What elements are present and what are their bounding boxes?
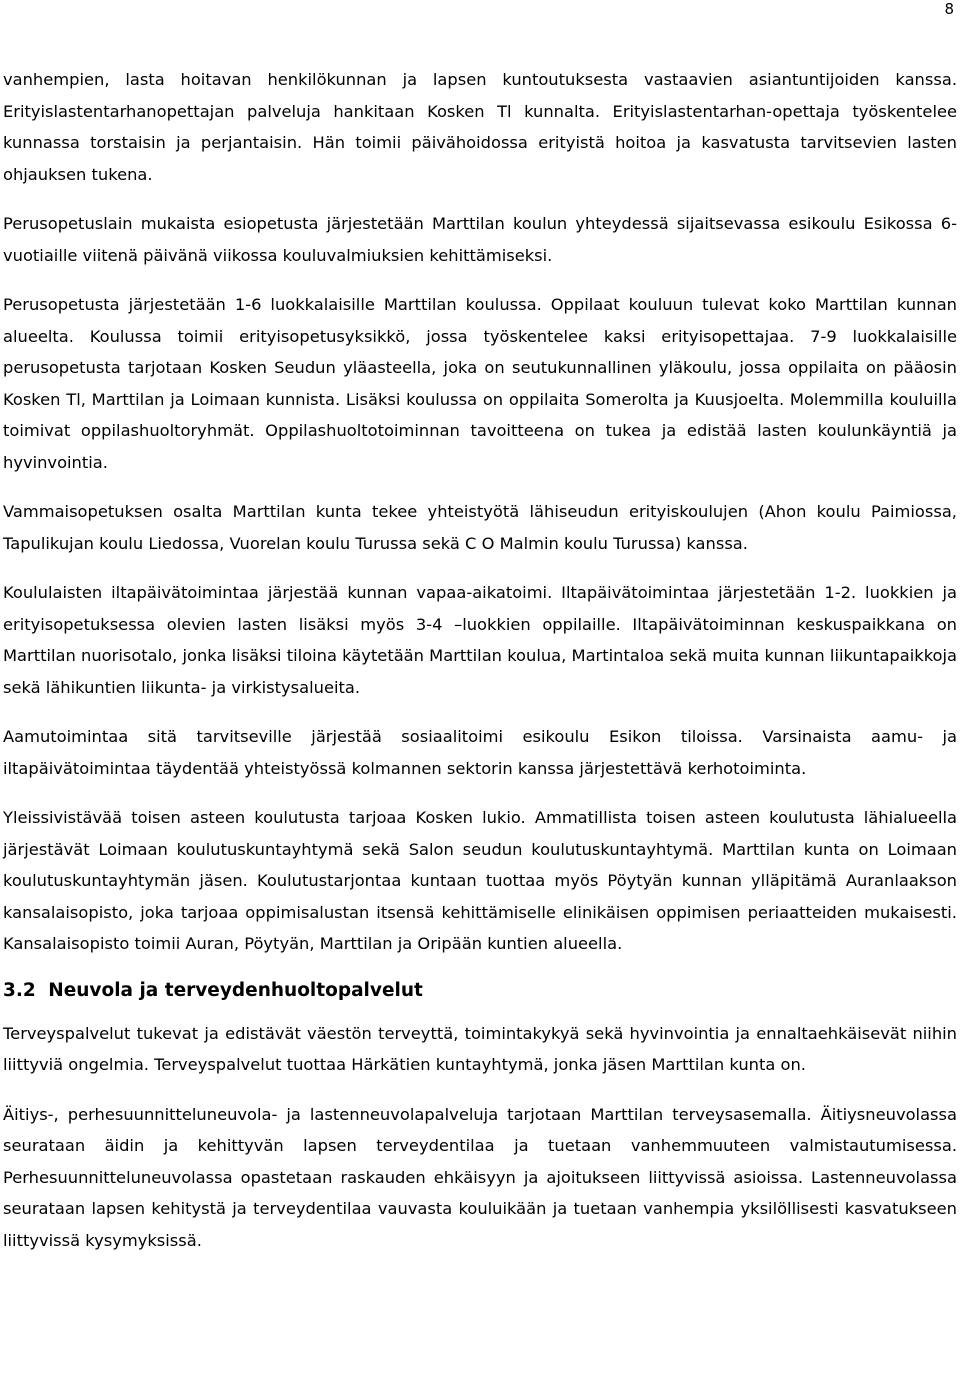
paragraph-perusopetus: Perusopetusta järjestetään 1-6 luokkalaisille Marttilan koulussa. Oppilaat kouluun tulevat koko Marttilan kunnan alueelta. Koulussa toimii erityisopetusyksikkö, jossa työskentelee kaksi erityisopettajaa. 7-9 luokkalaisille perusopetusta tarjotaan Kosken Seudun yläasteella, joka on seutukunnallinen yläkoulu, jossa oppilaita on pääosin Kosken Tl, Marttilan ja Loimaan kunnista. Lisäksi koulussa on oppilaita Somerolta ja Kuusjoelta. Molemmilla kouluilla toimivat oppilashuoltoryhmät. Oppilashuoltotoiminnan tavoitteena on tukea ja edistää lasten koulunkäyntiä ja hyvinvointia. — [3, 295, 957, 472]
section-heading — [3, 978, 957, 1004]
paragraph-vammaisopetus: Vammaisopetuksen osalta Marttilan kunta tekee yhteistyötä lähiseudun erityiskoulujen (Ahon koulu Paimiossa, Tapulikujan koulu Liedossa, Vuorelan koulu Turussa sekä C O Malmin koulu Turussa) kanssa. — [3, 502, 957, 553]
page-number: 8 — [944, 0, 954, 18]
paragraph-toisen-asteen-koulutus: Yleissivistävää toisen asteen koulutusta tarjoaa Kosken lukio. Ammatillista toisen asteen koulutusta lähialueella järjestävät Loimaan koulutuskuntayhtymä sekä Salon seudun koulutuskuntayhtymä. Marttilan kunta on Loimaan koulutuskuntayhtymän jäsen. Koulutustarjontaa kuntaan tuottaa myös Pöytyän kunnan ylläpitämä Auranlaakson kansalaisopisto, joka tarjoaa oppimisalustan itsensä kehittämiselle elinikäisen oppimisen periaatteiden mukaisesti. Kansalaisopisto toimii Auran, Pöytyän, Marttilan ja Oripään kuntien alueella. — [3, 808, 957, 953]
paragraph-terveyspalvelut: Terveyspalvelut tukevat ja edistävät väestön terveyttä, toimintakykyä sekä hyvinvointia ja ennaltaehkäisevät niihin liittyviä ongelmia. Terveyspalvelut tuottaa Härkätien kuntayhtymä, jonka jäsen Marttilan kunta on. — [3, 1023, 957, 1074]
paragraph-erityislastentarhanopettaja: vanhempien, lasta hoitavan henkilökunnan ja lapsen kuntoutuksesta vastaavien asiantuntijoiden kanssa. Erityislastentarhanopettajan palveluja hankitaan Kosken Tl kunnalta. Erityislastentarhan-opettaja työskentelee kunnassa torstaisin ja perjantaisin. Hän toimii päivähoidossa erityistä hoitoa ja kasvatusta tarvitsevien lasten ohjauksen tukena. — [3, 70, 957, 184]
paragraph-neuvolapalvelut: Äitiys-, perhesuunnitteluneuvola- ja lastenneuvolapalveluja tarjotaan Marttilan terveysasemalla. Äitiysneuvolassa seurataan äidin ja kehittyvän lapsen terveydentilaa ja tuetaan vanhemmuuteen valmistautumisessa. Perhesuunnitteluneuvolassa opastetaan raskauden ehkäisyyn ja ajoitukseen liittyvissä asioissa. Lastenneuvolassa seurataan lapsen kehitystä ja terveydentilaa vauvasta kouluikään ja tuetaan vanhempia yksilöllisesti kasvatukseen liittyvissä kysymyksissä. — [3, 1104, 957, 1250]
section-title: Neuvola ja terveydenhuoltopalvelut — [48, 979, 423, 1001]
document-body — [3, 64, 957, 1274]
section-number: 3.2 — [3, 979, 36, 1001]
paragraph-iltapaivatoiminta: Koululaisten iltapäivätoimintaa järjestää kunnan vapaa-aikatoimi. Iltapäivätoimintaa järjestetään 1-2. luokkien ja erityisopetuksessa olevien lasten lisäksi myös 3-4 –luokkien oppilaille. Iltapäivätoiminnan keskuspaikkana on Marttilan nuorisotalo, jonka lisäksi tiloina käytetään Marttilan koulua, Martintaloa sekä muita kunnan liikuntapaikkoja sekä lähikuntien liikunta- ja virkistysalueita. — [3, 583, 957, 697]
paragraph-esiopetus: Perusopetuslain mukaista esiopetusta järjestetään Marttilan koulun yhteydessä sijaitsevassa esikoulu Esikossa 6-vuotiaille viitenä päivänä viikossa kouluvalmiuksien kehittämiseksi. — [3, 214, 957, 265]
paragraph-aamutoiminta: Aamutoimintaa sitä tarvitseville järjestää sosiaalitoimi esikoulu Esikon tiloissa. Varsinaista aamu- ja iltapäivätoimintaa täydentää yhteistyössä kolmannen sektorin kanssa järjestettävä kerhotoiminta. — [3, 727, 957, 778]
